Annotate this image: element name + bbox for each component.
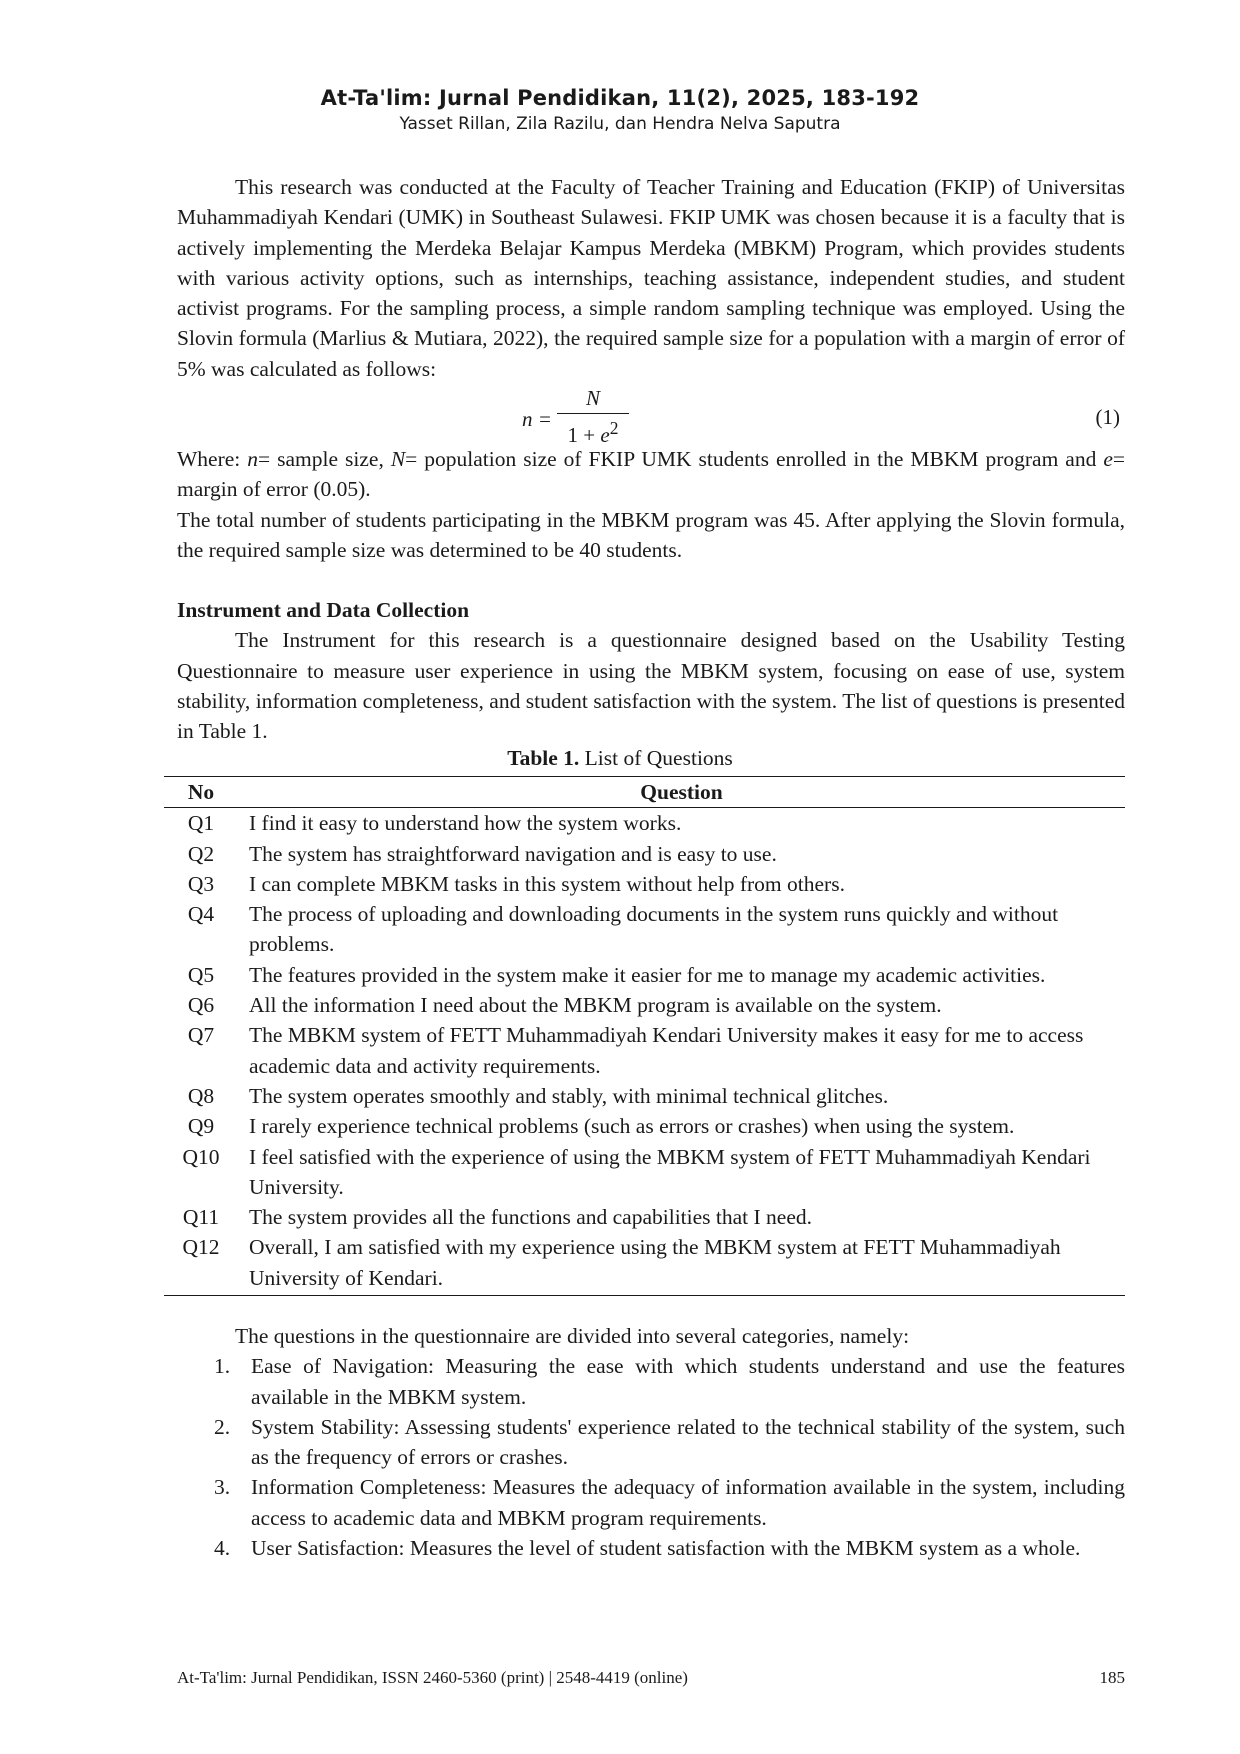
table-row (164, 869, 1125, 899)
question-text: I find it easy to understand how the system works. (249, 811, 682, 836)
question-no: Q6 (187, 993, 215, 1018)
question-text: The process of uploading and downloading documents in the system runs quickly and without problems. (249, 902, 1059, 957)
question-no: Q1 (187, 811, 215, 836)
equation-numerator: N (585, 386, 600, 410)
table-row (164, 1111, 1125, 1141)
running-header (0, 86, 1240, 134)
where-text-4: = margin of error (0.05). (177, 447, 1126, 502)
table-row (164, 899, 1125, 960)
author-list: Yasset Rillan, Zila Razilu, dan Hendra Nelva Saputra (399, 114, 841, 134)
list-number: 1. (214, 1354, 231, 1379)
question-no: Q2 (187, 841, 215, 866)
list-text: Information Completeness: Measures the adequacy of information available in the system, including access to academic data and MBKM program requirements. (251, 1475, 1125, 1530)
intro-paragraph: This research was conducted at the Faculty of Teacher Training and Education (FKIP) of Universitas Muhammadiyah Kendari (UMK) in Southeast Sulawesi. FKIP UMK was chosen because it is a faculty that is actively implementing the Merdeka Belajar Kampus Merdeka (MBKM) Program, which provides students with various activity options, such as internships, teaching assistance, independent studies, and student activist programs. For the sampling process, a simple random sampling technique was employed. Using the Slovin formula (Marlius & Mutiara, 2022), the required sample size for a population with a margin of error of 5% was calculated as follows: (177, 175, 1125, 381)
question-text: The MBKM system of FETT Muhammadiyah Kendari University makes it easy for me to access academic data and activity requirements. (249, 1023, 1084, 1078)
denominator-exponent: 2 (609, 418, 619, 438)
list-number: 2. (214, 1414, 231, 1439)
categories-list (177, 1351, 1125, 1563)
list-item (177, 1472, 1125, 1533)
question-no: Q9 (187, 1114, 215, 1139)
table-row (164, 808, 1125, 839)
var-N: N (390, 447, 406, 471)
where-text-2: = sample size, (258, 447, 391, 471)
question-no: Q12 (164, 1232, 238, 1295)
categories-intro: The questions in the questionnaire are divided into several categories, namely: (235, 1324, 910, 1348)
total-paragraph: The total number of students participating in the MBKM program was 45. After applying the Slovin formula, the required sample size was determined to be 40 students. (177, 507, 1125, 562)
table-header-row (164, 777, 1125, 808)
instrument-section (177, 595, 1125, 746)
question-no: Q4 (187, 902, 215, 927)
table-row (164, 960, 1125, 990)
page-number: 185 (1099, 1668, 1125, 1687)
table-caption-label: Table 1. (507, 746, 580, 770)
footer-journal-info: At-Ta'lim: Jurnal Pendidikan, ISSN 2460-5360 (print) | 2548-4419 (online) (177, 1668, 688, 1687)
question-text: All the information I need about the MBKM program is available on the system. (249, 993, 942, 1018)
table-row (164, 1232, 1125, 1295)
questions-table (164, 776, 1125, 1296)
question-no: Q11 (182, 1205, 220, 1230)
question-text: Overall, I am satisfied with my experience using the MBKM system at FETT Muhammadiyah University of Kendari. (238, 1232, 1125, 1295)
col-header-no: No (164, 777, 238, 808)
question-no: Q7 (187, 1023, 215, 1048)
question-text: I can complete MBKM tasks in this system without help from others. (249, 871, 845, 896)
table-caption-text: List of Questions (579, 746, 733, 770)
question-text: I feel satisfied with the experience of using the MBKM system of FETT Muhammadiyah Kendari University. (249, 1144, 1091, 1199)
var-e: e (1103, 447, 1113, 471)
table-row (164, 1202, 1125, 1232)
equation-fraction (557, 385, 629, 449)
question-no: Q10 (182, 1144, 220, 1169)
where-paragraph (177, 444, 1125, 505)
categories-section (177, 1321, 1125, 1563)
table-row (164, 1142, 1125, 1203)
table-caption (0, 746, 1240, 771)
table-row (164, 990, 1125, 1020)
denominator-prefix: 1 + (567, 423, 601, 447)
question-text: The system operates smoothly and stably, with minimal technical glitches. (249, 1083, 889, 1108)
question-text: The system provides all the functions and capabilities that I need. (249, 1205, 813, 1230)
question-no: Q3 (187, 871, 215, 896)
list-number: 4. (214, 1536, 231, 1561)
question-text: The features provided in the system make it easier for me to manage my academic activities. (249, 962, 1046, 987)
list-text: Ease of Navigation: Measuring the ease with which students understand and use the features available in the MBKM system. (251, 1354, 1125, 1409)
table-row (164, 839, 1125, 869)
slovin-equation (177, 385, 1125, 445)
equation-lhs: n = (522, 407, 552, 431)
equation-number: (1) (1095, 405, 1120, 429)
question-no: Q5 (187, 962, 215, 987)
question-text: I rarely experience technical problems (such as errors or crashes) when using the system. (249, 1114, 1015, 1139)
definitions-section (177, 444, 1125, 565)
list-item (177, 1533, 1125, 1563)
question-text: The system has straightforward navigation and is easy to use. (249, 841, 777, 866)
var-n: n (247, 447, 259, 471)
question-no: Q8 (187, 1083, 215, 1108)
denominator-var: e (600, 423, 610, 447)
journal-title: At-Ta'lim: Jurnal Pendidikan, 11(2), 2025, 183-192 (320, 86, 920, 110)
list-text: User Satisfaction: Measures the level of student satisfaction with the MBKM system as a whole. (251, 1536, 1081, 1561)
table-row (164, 1081, 1125, 1111)
col-header-question: Question (238, 777, 1125, 808)
instrument-paragraph: The Instrument for this research is a questionnaire designed based on the Usability Testing Questionnaire to measure user experience in using the MBKM system, focusing on ease of use, system stability, information completeness, and student satisfaction with the system. The list of questions is presented in Table 1. (177, 628, 1125, 744)
list-item (177, 1351, 1125, 1412)
list-item (177, 1412, 1125, 1473)
where-text-3: = population size of FKIP UMK students enrolled in the MBKM program and (405, 447, 1104, 471)
list-number: 3. (214, 1475, 231, 1500)
table-row (164, 1020, 1125, 1081)
section-heading: Instrument and Data Collection (177, 598, 470, 622)
where-text-1: Where: (177, 447, 248, 471)
intro-section (177, 172, 1125, 384)
list-text: System Stability: Assessing students' experience related to the technical stability of the system, such as the frequency of errors or crashes. (251, 1414, 1125, 1470)
